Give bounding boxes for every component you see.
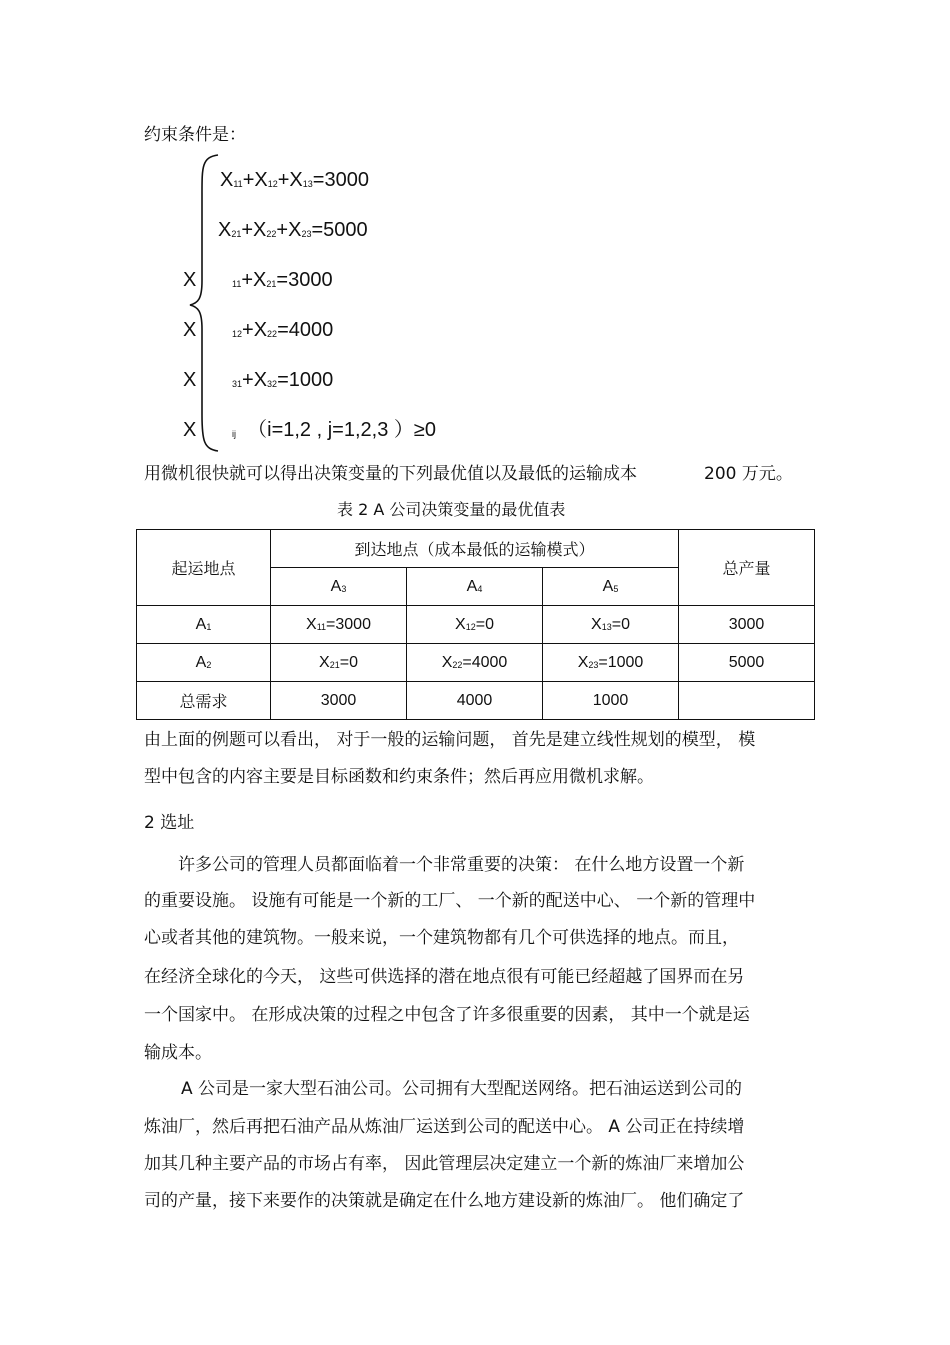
para3-line1: A 公司是一家大型石油公司。公司拥有大型配送网络。把石油运送到公司的 xyxy=(181,1079,743,1099)
constraint-3-lead: X xyxy=(183,269,197,291)
cell-x13: $X_{13}=0$ xyxy=(543,606,679,644)
constraint-1: $X_{11}+X_{12}+X_{13}=3000$ xyxy=(220,169,369,191)
constraints-intro: 约束条件是： xyxy=(144,125,246,145)
total-a1: 3000 xyxy=(679,606,815,644)
destination-a4: $A_4$ xyxy=(407,568,543,606)
total-output-header: 总产量 xyxy=(679,530,815,606)
para2-line4: 在经济全球化的今天， 这些可供选择的潜在地点很有可能已经超越了国界而在另 xyxy=(144,967,745,987)
cell-x22: $X_{22}=4000$ xyxy=(407,644,543,682)
table-row xyxy=(137,682,815,720)
constraint-6: $_{ij}$ （i=1,2 , j=1,2,3 ）≥0 xyxy=(232,419,436,441)
demand-a5: 1000 xyxy=(543,682,679,720)
result-value: 200 万元。 xyxy=(704,464,793,484)
total-a2: 5000 xyxy=(679,644,815,682)
para2-line3: 心或者其他的建筑物。一般来说，一个建筑物都有几个可供选择的地点。而且， xyxy=(144,928,739,948)
para1-line2: 型中包含的内容主要是目标函数和约束条件；然后再应用微机求解。 xyxy=(144,767,654,787)
section-title: 2 选址 xyxy=(144,813,195,833)
cell-x23: $X_{23}=1000$ xyxy=(543,644,679,682)
constraint-5: $_{31}+X_{32}=1000$ xyxy=(232,369,334,391)
left-brace-icon xyxy=(188,153,224,453)
constraint-6-lead: X xyxy=(183,419,197,441)
table-row xyxy=(137,644,815,682)
demand-a4: 4000 xyxy=(407,682,543,720)
origin-header: 起运地点 xyxy=(137,530,271,606)
constraint-4-lead: X xyxy=(183,319,197,341)
cell-x12: $X_{12}=0$ xyxy=(407,606,543,644)
constraint-3: $_{11}+X_{21}=3000$ xyxy=(232,269,333,291)
constraint-4: $_{12}+X_{22}=4000$ xyxy=(232,319,334,341)
table-caption: 表 2 A 公司决策变量的最优值表 xyxy=(337,500,566,519)
para3-line3: 加其几种主要产品的市场占有率， 因此管理层决定建立一个新的炼油厂来增加公 xyxy=(144,1154,745,1174)
cell-x11: $X_{11}=3000$ xyxy=(271,606,407,644)
para3-line4: 司的产量，接下来要作的决策就是确定在什么地方建设新的炼油厂。 他们确定了 xyxy=(144,1191,745,1211)
para1-line1: 由上面的例题可以看出， 对于一般的运输问题， 首先是建立线性规划的模型， 模 xyxy=(144,730,756,750)
para2-line6: 输成本。 xyxy=(144,1043,212,1063)
para2-line5: 一个国家中。 在形成决策的过程之中包含了许多很重要的因素， 其中一个就是运 xyxy=(144,1005,750,1025)
destination-header: 到达地点（成本最低的运输模式） xyxy=(271,530,679,568)
origin-a2: $A_2$ xyxy=(137,644,271,682)
demand-a3: 3000 xyxy=(271,682,407,720)
destination-a5: $A_5$ xyxy=(543,568,679,606)
optimal-values-table xyxy=(136,529,815,720)
empty-cell xyxy=(679,682,815,720)
para3-line2: 炼油厂，然后再把石油产品从炼油厂运送到公司的配送中心。 A 公司正在持续增 xyxy=(144,1117,745,1137)
total-demand-label: 总需求 xyxy=(137,682,271,720)
para2-line2: 的重要设施。 设施有可能是一个新的工厂、 一个新的配送中心、 一个新的管理中 xyxy=(144,891,756,911)
table-row xyxy=(137,606,815,644)
para2-line1: 许多公司的管理人员都面临着一个非常重要的决策： 在什么地方设置一个新 xyxy=(178,855,745,875)
result-sentence: 用微机很快就可以得出决策变量的下列最优值以及最低的运输成本 xyxy=(144,464,637,484)
constraint-2: $X_{21}+X_{22}+X_{23}=5000$ xyxy=(218,219,368,241)
constraint-5-lead: X xyxy=(183,369,197,391)
destination-a3: $A_3$ xyxy=(271,568,407,606)
origin-a1: $A_1$ xyxy=(137,606,271,644)
cell-x21: $X_{21}=0$ xyxy=(271,644,407,682)
